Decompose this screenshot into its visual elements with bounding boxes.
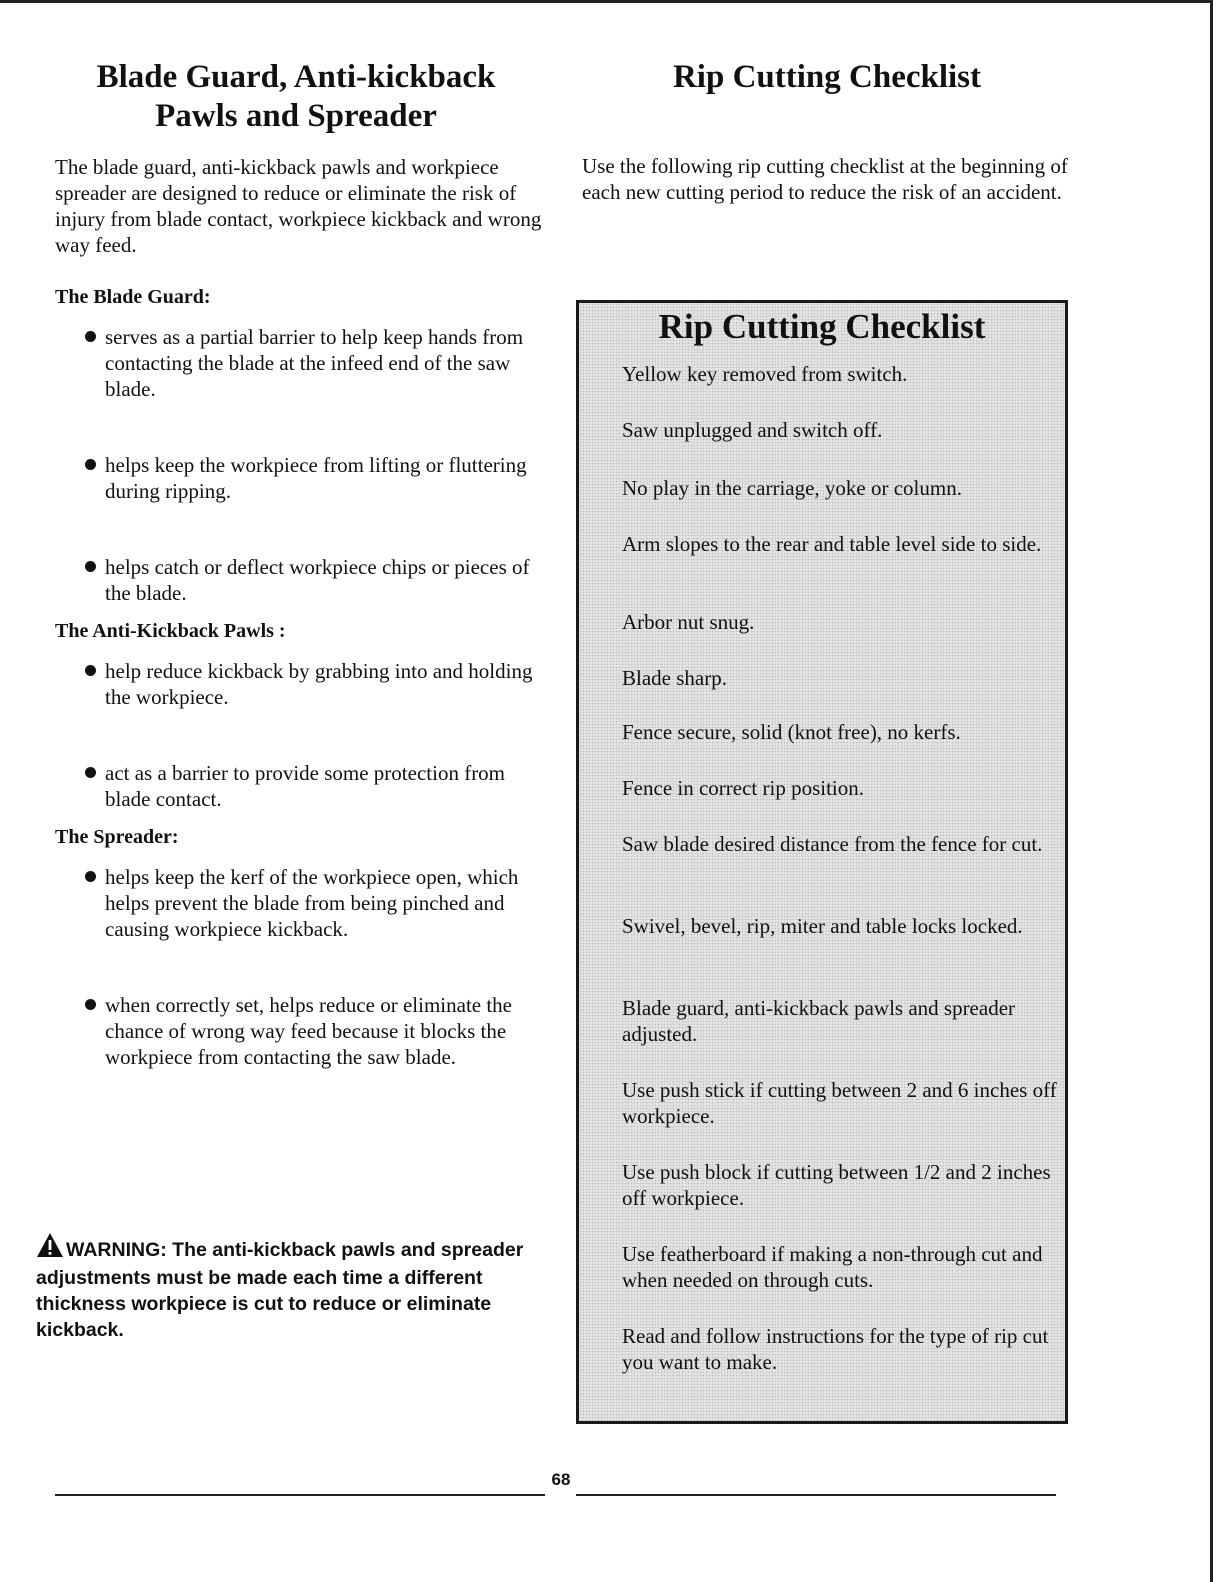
checklist-item: Use push block if cutting between 1/2 and 2 inches off workpiece. — [622, 1160, 1051, 1210]
left-title-line2: Pawls and Spreader — [155, 98, 437, 134]
list-item: helps catch or deflect workpiece chips or pieces of the blade. — [85, 554, 535, 606]
left-intro: The blade guard, anti-kickback pawls and workpiece spreader are designed to reduce or eliminate the risk of injury from blade contact, workpiece kickback and wrong way feed. — [55, 155, 542, 257]
list-item: help reduce kickback by grabbing into and holding the workpiece. — [85, 658, 535, 710]
checklist-item: Fence secure, solid (knot free), no kerfs. — [622, 720, 961, 744]
section-heading-anti-kickback: The Anti-Kickback Pawls : — [55, 620, 286, 642]
list-item: act as a barrier to provide some protection from blade contact. — [85, 760, 535, 812]
footer-rule-left — [55, 1494, 545, 1496]
blade-guard-list — [55, 324, 545, 606]
checklist-item: No play in the carriage, yoke or column. — [622, 476, 962, 500]
list-item: when correctly set, helps reduce or eliminate the chance of wrong way feed because it blocks the workpiece from contacting the saw blade. — [85, 992, 535, 1070]
checklist-panel-title: Rip Cutting Checklist — [658, 307, 986, 346]
checklist-item: Use featherboard if making a non-through cut and when needed on through cuts. — [622, 1242, 1043, 1292]
warning-notice — [36, 1232, 526, 1343]
bullet-icon — [85, 999, 96, 1010]
warning-text: WARNING: The anti-kickback pawls and spreader adjustments must be made each time a different thickness workpiece is cut to reduce or eliminate kickback. — [36, 1239, 524, 1341]
checklist-item: Saw blade desired distance from the fence for cut. — [622, 832, 1043, 856]
section-heading-spreader: The Spreader: — [55, 826, 179, 848]
list-item: helps keep the kerf of the workpiece open, which helps prevent the blade from being pinched and causing workpiece kickback. — [85, 864, 535, 942]
top-border — [0, 0, 1212, 3]
checklist-item: Use push stick if cutting between 2 and 6 inches off workpiece. — [622, 1078, 1057, 1128]
checklist-item: Read and follow instructions for the type of rip cut you want to make. — [622, 1324, 1049, 1374]
anti-kickback-list — [55, 658, 545, 812]
warning-triangle-icon — [36, 1232, 64, 1265]
checklist-item: Arbor nut snug. — [622, 610, 755, 634]
checklist-item: Fence in correct rip position. — [622, 776, 865, 800]
right-title: Rip Cutting Checklist — [672, 59, 982, 95]
spreader-list — [55, 864, 545, 1070]
list-item: helps keep the workpiece from lifting or fluttering during ripping. — [85, 452, 535, 504]
left-title — [47, 58, 545, 136]
right-border — [1210, 0, 1213, 1582]
bullet-icon — [85, 767, 96, 778]
footer-rule-right — [576, 1494, 1056, 1496]
checklist-item: Swivel, bevel, rip, miter and table locks locked. — [622, 914, 1023, 938]
checklist-item: Yellow key removed from switch. — [622, 362, 908, 386]
bullet-icon — [85, 561, 96, 572]
bullet-icon — [85, 459, 96, 470]
checklist-item: Saw unplugged and switch off. — [622, 418, 883, 442]
checklist-item: Arm slopes to the rear and table level side to side. — [622, 532, 1042, 556]
checklist-item: Blade sharp. — [622, 666, 727, 690]
bullet-icon — [85, 331, 96, 342]
bullet-icon — [85, 665, 96, 676]
checklist-panel — [576, 300, 1068, 1424]
left-title-line1: Blade Guard, Anti-kickback — [96, 59, 496, 95]
page-number: 68 — [551, 1470, 571, 1489]
section-heading-blade-guard: The Blade Guard: — [55, 286, 211, 308]
checklist-item: Blade guard, anti-kickback pawls and spreader adjusted. — [622, 996, 1016, 1046]
left-column — [55, 58, 545, 1080]
list-item: serves as a partial barrier to help keep hands from contacting the blade at the infeed end of the saw blade. — [85, 324, 535, 402]
right-intro: Use the following rip cutting checklist at the beginning of each new cutting period to reduce the risk of an accident. — [582, 154, 1068, 204]
bullet-icon — [85, 871, 96, 882]
right-column — [582, 58, 1072, 205]
